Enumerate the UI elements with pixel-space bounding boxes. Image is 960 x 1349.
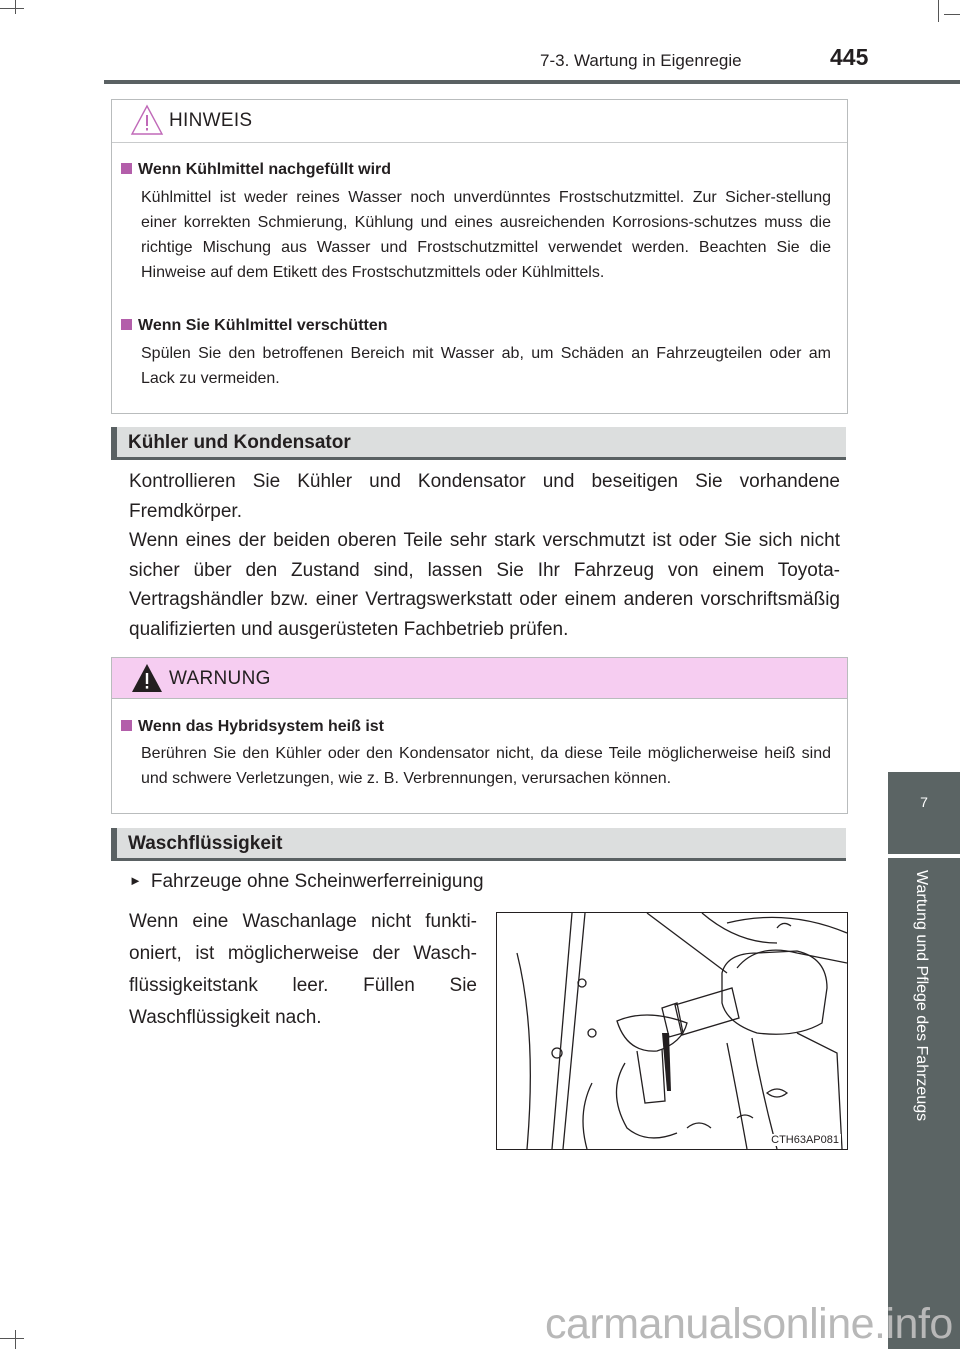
crop-mark — [944, 14, 960, 15]
chapter-number: 7 — [920, 794, 928, 810]
bullet-square-icon — [121, 163, 132, 174]
crop-mark — [0, 1338, 24, 1339]
notice-item-title: Wenn Kühlmittel nachgefüllt wird — [121, 161, 391, 179]
crop-mark — [0, 8, 24, 9]
warning-box — [111, 657, 848, 814]
warning-icon — [130, 662, 164, 694]
warning-item-title: Wenn das Hybridsystem heiß ist — [121, 718, 384, 736]
warning-label: WARNUNG — [169, 668, 271, 689]
bullet-square-icon — [121, 319, 132, 330]
crop-mark — [15, 1330, 16, 1349]
page-number: 445 — [830, 44, 869, 70]
chapter-title: Wartung und Pflege des Fahrzeugs — [913, 870, 930, 1122]
washer-fill-illustration — [496, 912, 848, 1150]
bullet-square-icon — [121, 720, 132, 731]
notice-item-text: Kühlmittel ist weder reines Wasser noch unverdünntes Frostschutzmittel. Zur Sicher-stellung einer korrekten Schmierung, Kühlung und eines ausreichenden Korrosions-schutzes muss die richtige Mischung aus Wasser und Frostschutzmittel verwendet werden. Beachten Sie die Hinweise auf dem Etikett des Frostschutzmittels oder Kühlmittels. — [141, 189, 831, 281]
notice-label: HINWEIS — [169, 110, 253, 131]
section-heading-radiator: Kühler und Kondensator — [111, 427, 846, 460]
warning-item-text: Berühren Sie den Kühler oder den Kondensator nicht, da diese Teile möglicherweise heiß sind und schwere Verletzungen, wie z. B. Verbrennungen, verursachen können. — [141, 745, 831, 787]
body-paragraph: Kontrollieren Sie Kühler und Kondensator und beseitigen Sie vorhandene Fremdkörper. — [129, 471, 840, 522]
chapter-tab — [888, 772, 960, 854]
washer-fill-drawing — [497, 913, 847, 1149]
arrow-bullet-icon: ► — [129, 873, 142, 888]
notice-item-title: Wenn Sie Kühlmittel verschütten — [121, 317, 388, 335]
caution-icon — [130, 104, 164, 136]
crop-mark — [15, 0, 16, 14]
header-rule — [104, 80, 960, 84]
notice-item-text: Spülen Sie den betroffenen Bereich mit Wasser ab, um Schäden an Fahrzeugteilen oder am Lack zu vermeiden. — [141, 345, 831, 387]
section-heading: 7-3. Wartung in Eigenregie — [540, 51, 742, 70]
watermark: carmanualsonline.info — [545, 1300, 953, 1348]
warning-header — [112, 658, 847, 699]
body-paragraph: Wenn eines der beiden oberen Teile sehr stark verschmutzt ist oder Sie sich nicht sicher über den Zustand sind, lassen Sie Ihr Fahrzeug von einem Toyota-Vertragshändler bzw. einer Vertragswerkstatt oder einem anderen vorschriftsmäßig qualifizierten und ausgerüsteten Fachbetrieb prüfen. — [129, 530, 840, 640]
washer-paragraph: Wenn eine Waschanlage nicht funkti-oniert, ist möglicherweise der Wasch-flüssigkeitstank leer. Füllen Sie Waschflüssigkeit nach. — [129, 911, 477, 1028]
vehicle-variant-line: ► Fahrzeuge ohne Scheinwerferreinigung — [129, 871, 484, 892]
section-heading-washer: Waschflüssigkeit — [111, 828, 846, 861]
notice-box — [111, 99, 848, 414]
notice-header — [112, 100, 847, 143]
crop-mark — [938, 0, 939, 22]
figure-code: CTH63AP081 — [771, 1134, 839, 1146]
